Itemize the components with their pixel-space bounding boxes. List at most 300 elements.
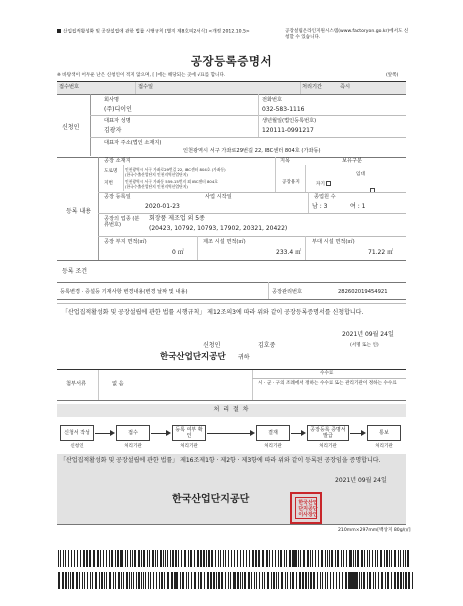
barcode-stripe [65,572,67,589]
industry-label: 공장의 업종 (분류번호) [104,216,140,228]
barcode-stripe [251,572,252,589]
barcode-stripe [82,572,83,589]
barcode-stripe [99,572,100,589]
employees-female: 여 : 1 [350,203,366,210]
barcode-stripe [317,572,318,589]
barcode-stripe [149,550,150,567]
barcode-stripe [258,550,260,567]
barcode-stripe [134,550,136,567]
step-approve-box: 결재 [256,425,290,441]
barcode-stripe [143,550,145,567]
barcode-stripe [171,572,173,589]
barcode-stripe [220,550,221,567]
barcode-stripe [342,572,343,589]
barcode-stripe [103,550,104,567]
rule [57,81,406,82]
barcode-stripe [109,572,111,589]
applicant-name: 김호중 [258,342,276,349]
conditions-label: 등록 조건 [62,268,88,275]
barcode-stripe [194,572,196,589]
barcode-stripe [160,550,162,567]
barcode-stripe [218,550,219,567]
barcode-stripe [216,572,217,589]
divider [305,165,306,192]
barcode-stripe [337,550,339,567]
barcode-stripe [148,572,149,589]
barcode-stripe [278,572,279,589]
online-system-note: 공장설립온라인지원시스템(www.factoryon.go.kr)에서도 신청할 수 있습니다. [285,29,409,40]
barcode-stripe [242,572,243,589]
rep-name-label: 대표자 성명 [104,118,131,124]
barcode-stripe [405,550,406,567]
barcode-stripe [100,550,101,567]
barcode-stripe [276,572,277,589]
barcode-stripe [262,550,264,567]
barcode-stripe [178,550,179,567]
barcode-stripe [246,550,247,567]
barcode-stripe [380,550,382,567]
road-address: 인천광역시 서구 가좌로29번길 22, IBC센터 804호 (가좌동) [125,167,226,172]
flow-arrow-line [291,433,301,434]
procedure-title: 처 리 절 차 [213,406,250,413]
barcode-stripe [111,550,113,567]
barcode-stripe [76,572,78,589]
application-date: 2021년 09월 24일 [342,331,394,338]
barcode-stripe [310,550,311,567]
barcode-stripe [345,572,347,589]
flow-arrow-line [95,433,110,434]
barcode-stripe [278,550,279,567]
barcode-stripe [127,550,128,567]
barcode-stripe [190,550,192,567]
barcode [58,572,120,589]
barcode [118,550,177,567]
barcode-stripe [400,550,401,567]
phone-label: 전화번호 [262,97,283,103]
barcode-stripe [243,550,244,567]
barcode-stripe [308,572,309,589]
barcode-stripe [299,572,301,589]
barcode-stripe [255,550,257,567]
barcode-stripe [159,572,160,589]
barcode-stripe [327,550,328,567]
barcode [234,572,294,589]
ancillary-area-value: 71.22 ㎡ [368,249,394,256]
barcode-stripe [281,572,283,589]
barcode-stripe [321,550,323,567]
barcode-stripe [302,572,304,589]
barcode-stripe [161,572,163,589]
registration-date-label: 공장 등록일 [104,194,131,200]
barcode-stripe [292,572,294,589]
barcode-stripe [391,550,392,567]
address-label: 대표자 주소(법인 소재지) [104,140,162,146]
barcode-stripe [397,572,399,589]
barcode-stripe [377,550,378,567]
own-checkbox[interactable] [326,181,331,186]
mgmt-no-label: 공장관리번호 [272,289,303,295]
step-notify-box: 통보 [367,425,401,441]
barcode-stripe [115,550,116,567]
barcode-stripe [361,572,362,589]
barcode-stripe [138,550,140,567]
applicant-section-label: 신청인 [62,124,80,131]
recipient-suffix: 귀하 [238,354,250,361]
barcode-stripe [346,550,347,567]
barcode-stripe [143,572,144,589]
flow-arrow-line [350,433,361,434]
barcode-stripe [322,572,323,589]
barcode [292,550,355,567]
fee-label: 수수료 [320,371,334,376]
barcode-stripe [353,550,354,567]
barcode-stripe [141,550,142,567]
barcode-stripe [206,550,207,567]
barcode-stripe [372,550,373,567]
barcode-stripe [248,572,250,589]
rule [57,282,406,283]
lease-option-label: 임대 [356,172,365,177]
barcode-stripe [65,550,66,567]
barcode-stripe [172,550,174,567]
barcode-stripe [165,550,166,567]
barcode-stripe [74,550,75,567]
divider [258,94,259,137]
barcode-stripe [197,550,199,567]
barcode-stripe [133,572,134,589]
barcode-stripe [259,572,260,589]
rule [98,192,406,193]
rule [57,400,406,401]
barcode-stripe [170,550,171,567]
fee-text: 시 · 군 · 구의 조례에서 정하는 수수료 또는 관리기관이 정하는 수수료 [258,381,397,386]
barcode-stripe [188,550,189,567]
barcode-stripe [300,550,301,567]
rule [252,378,406,379]
employees-male: 남 : 3 [312,203,328,210]
barcode-stripe [327,572,328,589]
divider [197,236,198,260]
barcode-stripe [267,572,269,589]
barcode-stripe [357,572,358,589]
barcode-stripe [391,572,392,589]
receipt-row-shade [57,82,406,94]
barcode-stripe [184,550,186,567]
barcode-stripe [152,550,154,567]
barcode-stripe [157,550,158,567]
barcode-stripe [60,550,61,567]
barcode-stripe [221,572,223,589]
barcode-stripe [385,572,386,589]
arrow-right-icon [361,430,366,436]
barcode-stripe [126,572,128,589]
own-option: 자기 [316,181,332,188]
rule [98,213,406,214]
barcode-stripe [58,572,60,589]
divider [252,370,253,400]
barcode-stripe [218,572,220,589]
divider [123,165,124,191]
barcode-stripe [123,572,124,589]
site-area-value: 0 ㎡ [172,249,184,256]
barcode-stripe [369,572,371,589]
ancillary-area-label: 부대 시설 면적(㎡) [312,239,355,245]
rule [90,115,406,116]
step-receive-box: 접수 [116,425,150,441]
official-seal [290,492,322,524]
barcode-stripe [203,550,205,567]
barcode-stripe [252,550,254,567]
certification-statement: 「산업집적활성화 및 공장설립에 관한 법률」 제16조제1항 · 제2항 · 제3항에 따라 위와 같이 등록된 공장임을 증명합니다. [60,457,381,464]
address-value: 인천광역시 서구 가좌로29번길 22, IBC센터 804호 (가좌동) [183,148,321,154]
barcode-stripe [240,550,241,567]
barcode-stripe [118,572,120,589]
divider [98,157,99,260]
registration-section-label: 등록 내용 [66,208,92,215]
barcode-stripe [237,550,238,567]
barcode-stripe [176,572,178,589]
barcode-stripe [150,572,151,589]
industry-codes: (20423, 10792, 10793, 17902, 20321, 20422) [149,225,288,232]
barcode-stripe [287,572,288,589]
step-check-actor: 처리기관 [180,444,198,449]
barcode-stripe [68,572,69,589]
rule [57,260,406,261]
barcode-stripe [403,572,404,589]
step-approve-actor: 처리기관 [264,444,282,449]
barcode-stripe [307,550,309,567]
barcode-stripe [231,550,232,567]
barcode-stripe [262,572,263,589]
barcode-stripe [339,572,340,589]
recipient-name: 한국산업단지공단 [160,352,226,362]
barcode-stripe [167,572,169,589]
birth-label: 생년월일(법인등록번호) [262,118,317,124]
barcode-stripe [350,572,351,589]
barcode [350,572,415,589]
ownership-label: 보유구분 [342,158,363,164]
divider [98,370,99,400]
barcode-stripe [373,572,374,589]
arrow-right-icon [301,430,306,436]
step-issue-box: 공장등록 증명서발급 [307,425,349,441]
barcode-stripe [182,572,184,589]
barcode-stripe [118,550,119,567]
barcode-stripe [58,550,59,567]
step-apply-box: 신청서 작성 [60,425,94,441]
rep-name-value: 김광자 [104,127,122,134]
barcode-stripe [240,572,241,589]
barcode-stripe [106,572,107,589]
barcode-stripe [95,572,97,589]
barcode-stripe [335,550,336,567]
barcode-stripe [359,572,360,589]
lot-label: 지번 [104,181,113,186]
barcode-stripe [131,572,132,589]
barcode-stripe [294,550,296,567]
phone-value: 032-583-1116 [262,106,305,113]
barcode-stripe [405,572,407,589]
barcode-stripe [343,550,344,567]
barcode-stripe [145,572,146,589]
application-statement: 「산업집적활성화 및 공장설립에 관한 법률 시행규칙」 제12조의3에 따라 위와 같이 공장등록증명서를 신청합니다. [62,309,364,316]
barcode-stripe [400,572,402,589]
rule [98,236,406,237]
barcode-stripe [234,572,236,589]
barcode-stripe [254,572,255,589]
barcode-stripe [325,550,326,567]
barcode-stripe [113,572,114,589]
step-notify-actor: 처리기관 [375,444,393,449]
divider [268,282,269,299]
barcode-stripe [62,572,64,589]
barcode-stripe [211,550,213,567]
barcode-stripe [198,572,199,589]
barcode-stripe [180,572,181,589]
barcode-stripe [86,550,88,567]
barcode-stripe [264,572,265,589]
factory-land-label: 공장용지 [282,180,300,185]
barcode-stripe [369,550,370,567]
barcode-stripe [87,572,88,589]
barcode-stripe [269,550,270,567]
barcode-stripe [97,550,99,567]
arrow-right-icon [166,430,171,436]
road-address-sub: (한국수출산업단지 인천지역산업단지) [125,172,188,177]
barcode-stripe [398,550,399,567]
seal-text: 한국산업단지공단이사장인 [298,500,318,518]
factory-location-label: 공장 소재지 [104,158,131,164]
arrow-right-icon [250,430,255,436]
issuer-name: 한국산업단지공단 [172,494,250,505]
rule [57,94,406,95]
barcode-stripe [320,572,321,589]
barcode-stripe [136,572,137,589]
barcode-stripe [138,572,140,589]
barcode-stripe [109,550,110,567]
barcode-stripe [89,550,91,567]
operation-start-label: 사업 시작일 [205,194,232,200]
barcode-stripe [363,572,365,589]
barcode-stripe [167,550,168,567]
receipt-date-label: 접수일 [138,84,154,90]
rule [57,524,406,525]
barcode [58,550,124,567]
lease-checkbox[interactable] [370,180,376,199]
barcode-stripe [386,550,388,567]
flow-arrow-line [207,433,250,434]
barcode-stripe [163,550,164,567]
document-title: 공장등록증명서 [190,54,273,68]
barcode-stripe [228,572,229,589]
barcode-stripe [381,572,383,589]
barcode-stripe [303,550,305,567]
applicant-label: 신청인 [203,342,221,349]
building-area-label: 제조 시설 면적(㎡) [203,239,246,245]
barcode-stripe [191,572,192,589]
barcode-stripe [101,572,103,589]
barcode-stripe [387,572,389,589]
certification-date: 2021년 09월 24일 [335,477,387,484]
barcode-stripe [223,550,224,567]
barcode [118,572,177,589]
barcode-stripe [273,572,275,589]
barcode-stripe [77,550,78,567]
barcode-stripe [289,550,291,567]
barcode-stripe [312,550,313,567]
barcode-stripe [176,550,177,567]
site-area-label: 공장 부지 면적(㎡) [104,239,147,245]
barcode [176,550,240,567]
barcode-stripe [130,550,131,567]
lot-address-sub: (한국수출산업단지 인천지역산업단지) [125,184,188,189]
birth-value: 120111-0991217 [262,127,314,134]
barcode-stripe [310,572,312,589]
barcode-stripe [285,572,286,589]
barcode-stripe [389,550,390,567]
barcode-stripe [336,572,337,589]
barcode-stripe [210,572,212,589]
barcode-stripe [83,550,85,567]
barcode-stripe [121,572,122,589]
barcode-stripe [141,572,142,589]
barcode-stripe [367,572,368,589]
lot-address: 인천광역시 서구 가좌동 559-15번지 외 IBC센터 804호 [125,179,218,184]
barcode-stripe [329,550,330,567]
barcode-stripe [290,572,291,589]
barcode-stripe [275,550,276,567]
barcode-stripe [394,572,396,589]
divider [308,192,309,213]
barcode-stripe [132,550,133,567]
barcode-stripe [80,550,81,567]
barcode-stripe [90,572,91,589]
barcode-stripe [266,550,268,567]
barcode [292,572,359,589]
barcode-stripe [394,550,396,567]
signature-note: (서명 또는 인) [350,343,379,348]
barcode-stripe [213,572,215,589]
arrow-right-icon [110,430,115,436]
attachments-value: 없 음 [112,381,124,387]
barcode [176,572,241,589]
rule [57,369,406,370]
barcode-stripe [286,550,287,567]
barcode-stripe [79,572,80,589]
barcode-stripe [296,572,297,589]
form-legal-note: 산업집적활성화 및 공장설립에 관한 법률 시행규칙 [별지 제8호의2서식] <개정 2012.10.5> [57,29,250,36]
bullet-icon [57,29,61,33]
barcode-stripe [315,550,316,567]
instructions-note: ※ 바탕색이 어두운 난은 신청인이 적지 않으며, [ ]에는 해당되는 곳에 √표를 합니다. [57,73,226,78]
barcode-stripe [228,550,229,567]
barcode-stripe [215,550,216,567]
divider [275,157,276,192]
barcode-stripe [164,572,165,589]
barcode-stripe [207,572,209,589]
divider [305,236,306,260]
barcode-stripe [249,550,250,567]
step-apply-actor: 신청인 [70,444,84,449]
barcode-stripe [330,572,331,589]
rule [57,299,406,300]
barcode-stripe [186,572,187,589]
barcode-stripe [375,572,376,589]
barcode-stripe [353,572,355,589]
processing-period-value: 즉시 [340,84,351,90]
barcode-stripe [378,572,379,589]
barcode-stripe [375,550,376,567]
